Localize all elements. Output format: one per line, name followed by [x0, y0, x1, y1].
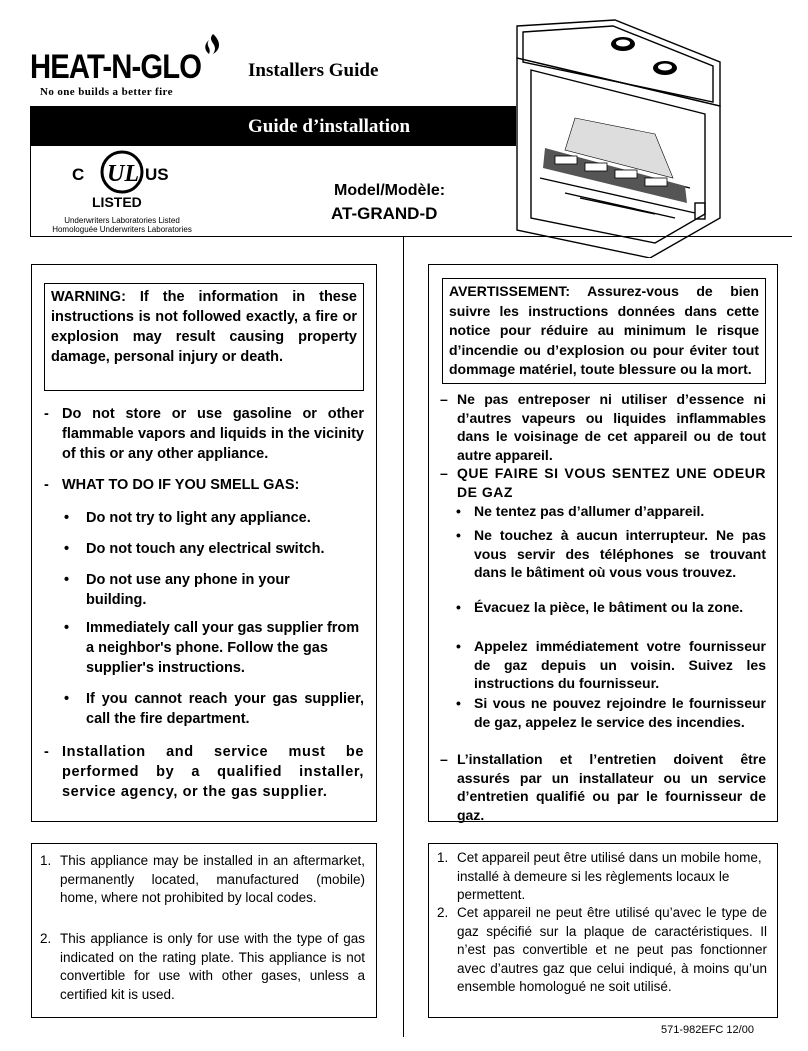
en-bullet-3: • Do not use any phone in your building. — [64, 570, 364, 610]
fr-item-2 — [440, 464, 766, 501]
ul-caption-en: Underwriters Laboratories Listed — [64, 216, 180, 225]
en-note-2-text: This appliance is only for use with the type of gas indicated on the rating plate. This appliance is not convertible for use with other gases, unless a certified kit is used. — [60, 931, 365, 1002]
fr-note-2 — [437, 904, 767, 997]
document-code: 571-982EFC 12/00 — [661, 1024, 754, 1036]
fr-note-1-text: Cet appareil peut être utilisé dans un mobile home, installé à demeure si les règlements locaux le permettent. — [457, 850, 762, 902]
ul-us-label: US — [145, 165, 169, 184]
en-note-1 — [40, 852, 365, 908]
ul-mark-label: UL — [107, 161, 139, 187]
header-rule-left — [30, 146, 31, 236]
en-item-2 — [44, 475, 364, 495]
en-item-1-text: Do not store or use gasoline or other flammable vapors and liquids in the vicinity of this or any other appliance. — [62, 406, 364, 462]
en-note-1-num: 1. — [40, 853, 52, 868]
fr-note-2-num: 2. — [437, 905, 449, 920]
fr-bullet-4-text: Appelez immédiatement votre fournisseur de gaz depuis un voisin. Suivez les instructions du fournisseur. — [474, 638, 766, 691]
fr-bullet-5-text: Si vous ne pouvez rejoindre le fournisseur de gaz, appelez le service des incendies. — [474, 695, 766, 730]
en-item-2-text: WHAT TO DO IF YOU SMELL GAS: — [62, 477, 300, 493]
fr-item-2-marker: – — [440, 465, 448, 481]
flame-icon — [198, 32, 228, 62]
en-bullet-3-text: Do not use any phone in your building. — [86, 572, 290, 608]
fr-bullet-3-text: Évacuez la pièce, le bâtiment ou la zone. — [474, 599, 744, 615]
fr-item-1-marker: – — [440, 391, 448, 407]
en-item-3-marker: - — [44, 744, 50, 760]
fr-note-1 — [437, 849, 767, 905]
fr-bullet-4: • Appelez immédiatement votre fournisseur de gaz depuis un voisin. Suivez les instructions du fournisseur. — [456, 638, 766, 691]
guide-title-en: Installers Guide — [248, 60, 379, 81]
fr-item-2-text: QUE FAIRE SI VOUS SENTEZ UNE ODEUR DE GAZ — [457, 465, 766, 500]
en-bullet-1: • Do not try to light any appliance. — [64, 508, 364, 528]
fr-item-3-text: L’installation et l’entretien doivent être assurés par un installateur ou un service d’entretien qualifié ou par le fournisseur de gaz. — [457, 751, 766, 823]
en-note-2 — [40, 930, 365, 1004]
warning-en: WARNING: If the information in these instructions is not followed exactly, a fire or explosion may result causing property damage, personal injury or death. — [44, 283, 364, 391]
en-item-2-marker: - — [44, 477, 49, 493]
fr-note-1-num: 1. — [437, 850, 449, 865]
column-divider — [403, 237, 404, 1037]
fr-item-1 — [440, 390, 766, 464]
en-bullet-4: • Immediately call your gas supplier from a neighbor's phone. Follow the gas supplier's instructions. — [64, 618, 364, 678]
ul-listed-label: LISTED — [92, 194, 142, 210]
en-item-3 — [44, 742, 364, 802]
ul-caption-fr: Homologuée Underwriters Laboratories — [52, 225, 192, 234]
en-note-2-num: 2. — [40, 931, 52, 946]
fireplace-illustration — [505, 18, 730, 258]
model-label: Model/Modèle: — [334, 182, 446, 199]
guide-title-fr: Guide d’installation — [248, 116, 411, 137]
en-bullet-2: • Do not touch any electrical switch. — [64, 539, 364, 559]
en-item-3-text: Installation and service must be performed by a qualified installer, service agency, or the gas supplier. — [62, 744, 364, 800]
fr-item-3-marker: – — [440, 751, 448, 767]
warning-fr: AVERTISSEMENT: Assurez-vous de bien suivre les instructions données dans cette notice pour réduire au minimum le risque d’incendie ou d’explosion ou pour éviter tout dommage matériel, toute blessure ou la mort. — [442, 278, 766, 384]
fr-item-3 — [440, 750, 766, 824]
brand-tagline: No one builds a better fire — [40, 86, 173, 98]
en-item-1 — [44, 404, 364, 464]
brand-name: HEAT-N-GLO — [30, 48, 202, 86]
ul-c-label: C — [72, 165, 85, 184]
fr-bullet-1: • Ne tentez pas d’allumer d’appareil. — [456, 502, 766, 521]
brand-logo — [30, 32, 240, 98]
fr-bullet-3: • Évacuez la pièce, le bâtiment ou la zone. — [456, 598, 766, 617]
fr-bullet-5: • Si vous ne pouvez rejoindre le fournisseur de gaz, appelez le service des incendies. — [456, 695, 766, 730]
model-value: AT-GRAND-D — [331, 204, 438, 223]
en-bullet-2-text: Do not touch any electrical switch. — [86, 541, 325, 557]
fr-item-1-text: Ne pas entreposer ni utiliser d’essence ni d’autres vapeurs ou liquides inflammables dans le voisinage de cet appareil ou de tout autre appareil. — [457, 391, 766, 463]
en-bullet-5-text: If you cannot reach your gas supplier, call the fire department. — [86, 691, 364, 727]
en-note-1-text: This appliance may be installed in an aftermarket, permanently located, manufactured (mobile) home, where not prohibited by local codes. — [60, 853, 365, 905]
en-bullet-1-text: Do not try to light any appliance. — [86, 510, 311, 526]
en-item-1-marker: - — [44, 406, 49, 422]
fr-bullet-2-text: Ne touchez à aucun interrupteur. Ne pas vous servir des téléphones se trouvant dans le bâtiment où vous vous trouvez. — [474, 527, 766, 580]
fr-bullet-2: • Ne touchez à aucun interrupteur. Ne pas vous servir des téléphones se trouvant dans le bâtiment où vous vous trouvez. — [456, 527, 766, 580]
fr-note-2-text: Cet appareil ne peut être utilisé qu’avec le type de gaz spécifié sur la plaque de caractéristiques. Il n’est pas convertible et ne peut pas fonctionner avec d’autres gaz que celui indiqué, à moins qu’un ensemble homologué ne soit utilisé. — [457, 905, 767, 994]
fr-bullet-1-text: Ne tentez pas d’allumer d’appareil. — [474, 503, 705, 519]
en-bullet-4-text: Immediately call your gas supplier from a neighbor's phone. Follow the gas supplier's instructions. — [86, 620, 360, 676]
en-bullet-5: • If you cannot reach your gas supplier, call the fire department. — [64, 691, 364, 727]
ul-caption — [52, 216, 192, 234]
